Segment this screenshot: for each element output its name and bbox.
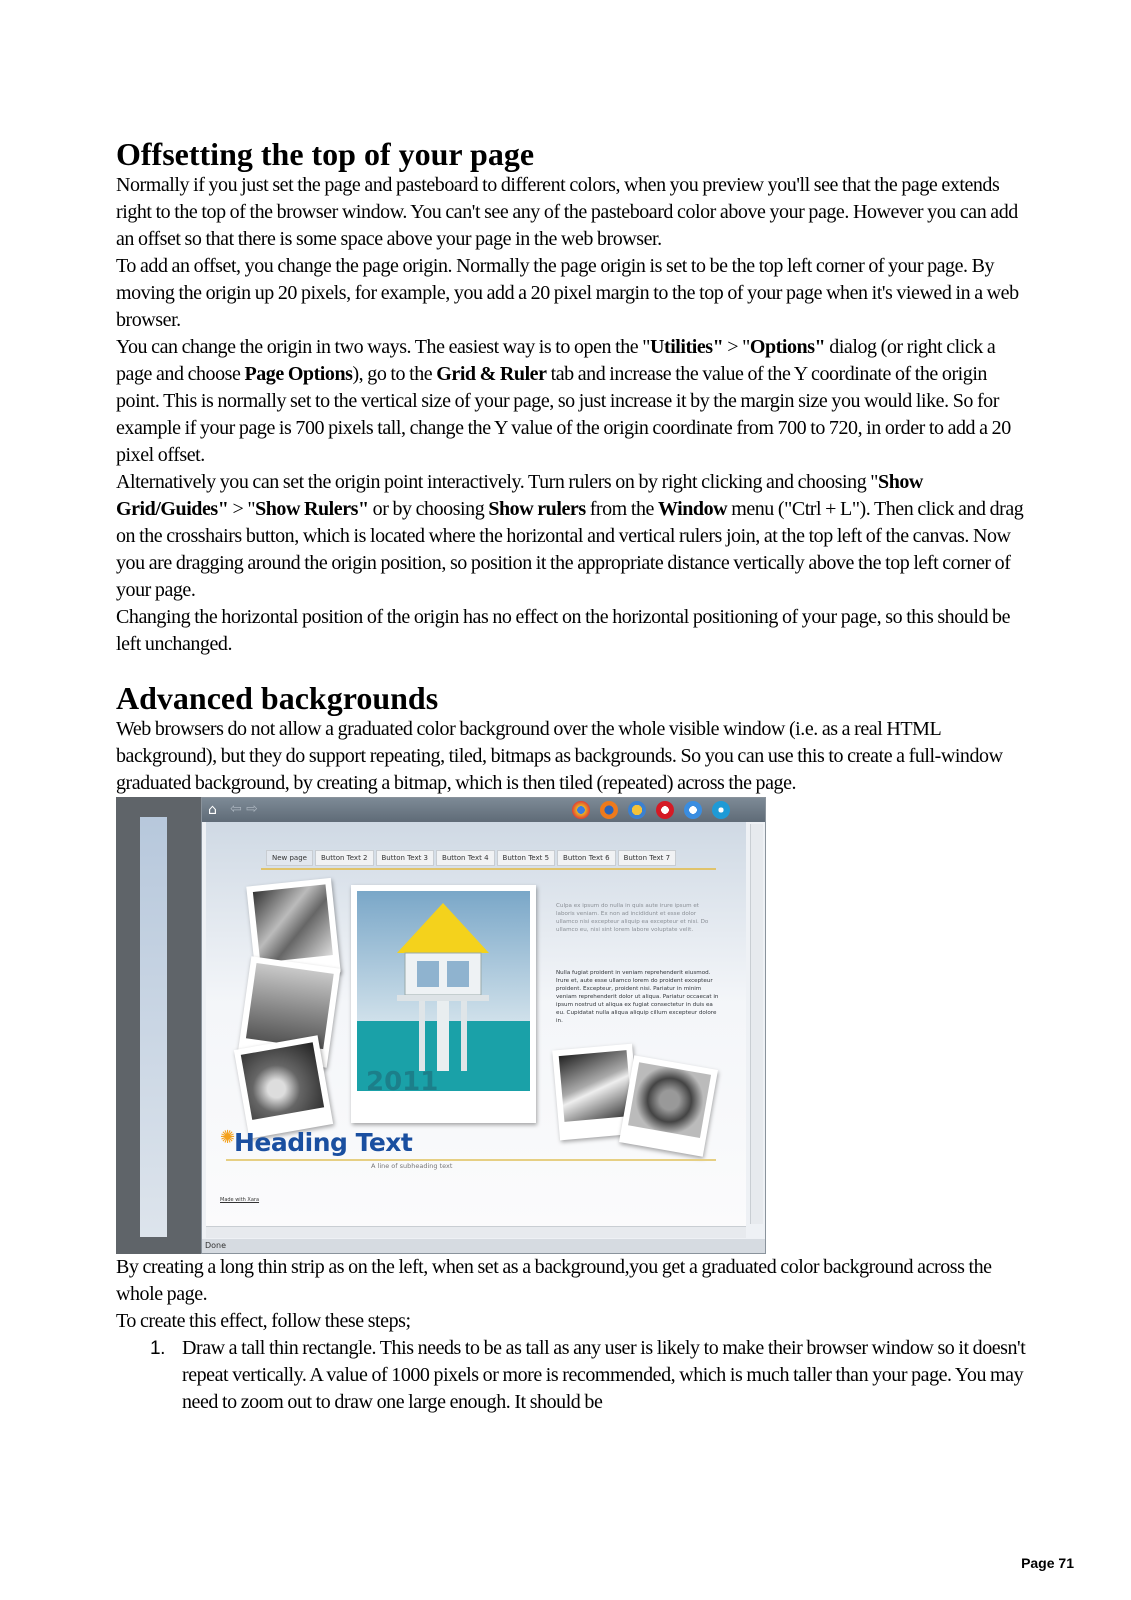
list-item-text: Draw a tall thin rectangle. This needs to be as tall as any user is likely to make their browser window so it doesn't repeat vertically. A value of 1000 pixels or more is recommended, which is much taller than your page. You may need to zoom out to draw one large enough. It should be bbox=[182, 1337, 1026, 1413]
ie-icon bbox=[684, 801, 702, 819]
divider bbox=[261, 868, 716, 870]
upload-icon bbox=[712, 801, 730, 819]
sample-subheading: A line of subheading text bbox=[371, 1162, 453, 1170]
lorem-text-light: Culpa ex ipsum do nulla in quis aute irure ipsum et laboris veniam. Ex non ad incididunt et esse dolor ullamco nisi excepteur aliquip ea excepteur et nisi. Do ullamco eu, nisi sint lorem labore voluptate velit. bbox=[556, 903, 709, 933]
opera-icon bbox=[656, 801, 674, 819]
chrome-icon bbox=[572, 801, 590, 819]
list-item bbox=[116, 1335, 1026, 1416]
section-heading-advanced-backgrounds: Advanced backgrounds bbox=[116, 680, 439, 716]
made-with-link: Made with Xara bbox=[220, 1197, 260, 1203]
list-number: 1. bbox=[150, 1338, 165, 1359]
sample-heading: Heading Text bbox=[234, 1128, 413, 1157]
paragraph: By creating a long thin strip as on the left, when set as a background,you get a graduated color background across the whole page. bbox=[116, 1256, 992, 1305]
paragraph: Web browsers do not allow a graduated color background over the whole visible window (i.e. as a real HTML background), but they do support repeating, tiled, bitmaps as backgrounds. So you can use this to create a full-window graduated background, by creating a bitmap, which is then tiled (repeated) across the page. bbox=[116, 718, 1003, 794]
lifeguard-tower-image bbox=[357, 891, 530, 1091]
lorem-text-dark: Nulla fugiat proident in veniam reprehenderit eiusmod. Irure et, aute esse ullamco lorem do proident excepteur proident. Excepteur, proident nisi. Pariatur in minim veniam reprehenderit dolor ut aliqua. Pariatur occaecat in ipsum nostrud ut aliqua ex fugiat consectetur in duis ea eu. Cupidatat nulla aliqua aliquip cillum excepteur dolore in. bbox=[556, 970, 719, 1024]
nav-bar bbox=[266, 850, 676, 866]
photo-sculpture bbox=[619, 1055, 718, 1156]
nav-button: Button Text 2 bbox=[315, 850, 374, 866]
paragraph: You can change the origin in two ways. The easiest way is to open the "Utilities" > "Options" dialog (or right click a page and choose Page Options), go to the Grid & Ruler tab and increase the value of the Y coordinate of the origin point. This is normally set to the vertical size of your page, so just increase it by the margin size you would like. So for example if your page is 700 pixels tall, change the Y value of the origin coordinate from 700 to 720, in order to add a 20 pixel offset. bbox=[116, 336, 1011, 466]
horizontal-scrollbar bbox=[206, 1226, 746, 1238]
nav-button: Button Text 6 bbox=[557, 850, 616, 866]
steps-list bbox=[116, 1335, 1026, 1416]
home-icon: ⌂ bbox=[208, 802, 217, 818]
firefox-icon bbox=[600, 801, 618, 819]
status-bar: Done bbox=[202, 1239, 765, 1253]
paragraph: Changing the horizontal position of the origin has no effect on the horizontal positioning of your page, so this should be left unchanged. bbox=[116, 606, 1011, 655]
gradient-strip bbox=[140, 817, 167, 1237]
paragraph: Normally if you just set the page and pasteboard to different colors, when you preview you'll see that the page extends right to the top of the browser window. You can't see any of the pasteboard color above your page. However you can add an offset so that there is some space above your page in the web browser. bbox=[116, 174, 1018, 250]
browser-toolbar bbox=[202, 798, 765, 822]
paragraph: To add an offset, you change the page origin. Normally the page origin is set to be the top left corner of your page. By moving the origin up 20 pixels, for example, you add a 20 pixel margin to the top of your page when it's viewed in a web browser. bbox=[116, 255, 1019, 331]
paragraph: Alternatively you can set the origin point interactively. Turn rulers on by right clicking and choosing "Show Grid/Guides" > "Show Rulers" or by choosing Show rulers from the Window menu ("Ctrl + L"). Then click and drag on the crosshairs button, which is located where the horizontal and vertical rulers join, at the top left of the canvas. Now you are dragging around the origin position, so position it the appropriate distance vertically above the top left corner of your page. bbox=[116, 471, 1024, 601]
nav-button: Button Text 3 bbox=[376, 850, 435, 866]
section-heading-offsetting: Offsetting the top of your page bbox=[116, 136, 535, 172]
vertical-scrollbar bbox=[750, 824, 763, 1224]
web-page-preview bbox=[206, 822, 746, 1226]
browser-window bbox=[201, 797, 766, 1254]
sun-icon: ✺ bbox=[220, 1127, 236, 1148]
nav-button: Button Text 4 bbox=[436, 850, 495, 866]
nav-button: Button Text 7 bbox=[618, 850, 677, 866]
example-screenshot bbox=[116, 797, 766, 1254]
photo-children bbox=[234, 1035, 333, 1138]
safari-icon bbox=[628, 801, 646, 819]
year-label: 2011 bbox=[366, 1067, 439, 1097]
nav-button: New page bbox=[266, 850, 313, 866]
back-forward-icon: ⇦ ⇨ bbox=[230, 801, 258, 817]
paragraph: To create this effect, follow these steps; bbox=[116, 1310, 411, 1332]
nav-button: Button Text 5 bbox=[497, 850, 556, 866]
page-content bbox=[116, 130, 1026, 1416]
page-number: Page 71 bbox=[1021, 1555, 1074, 1571]
divider bbox=[226, 1159, 716, 1161]
